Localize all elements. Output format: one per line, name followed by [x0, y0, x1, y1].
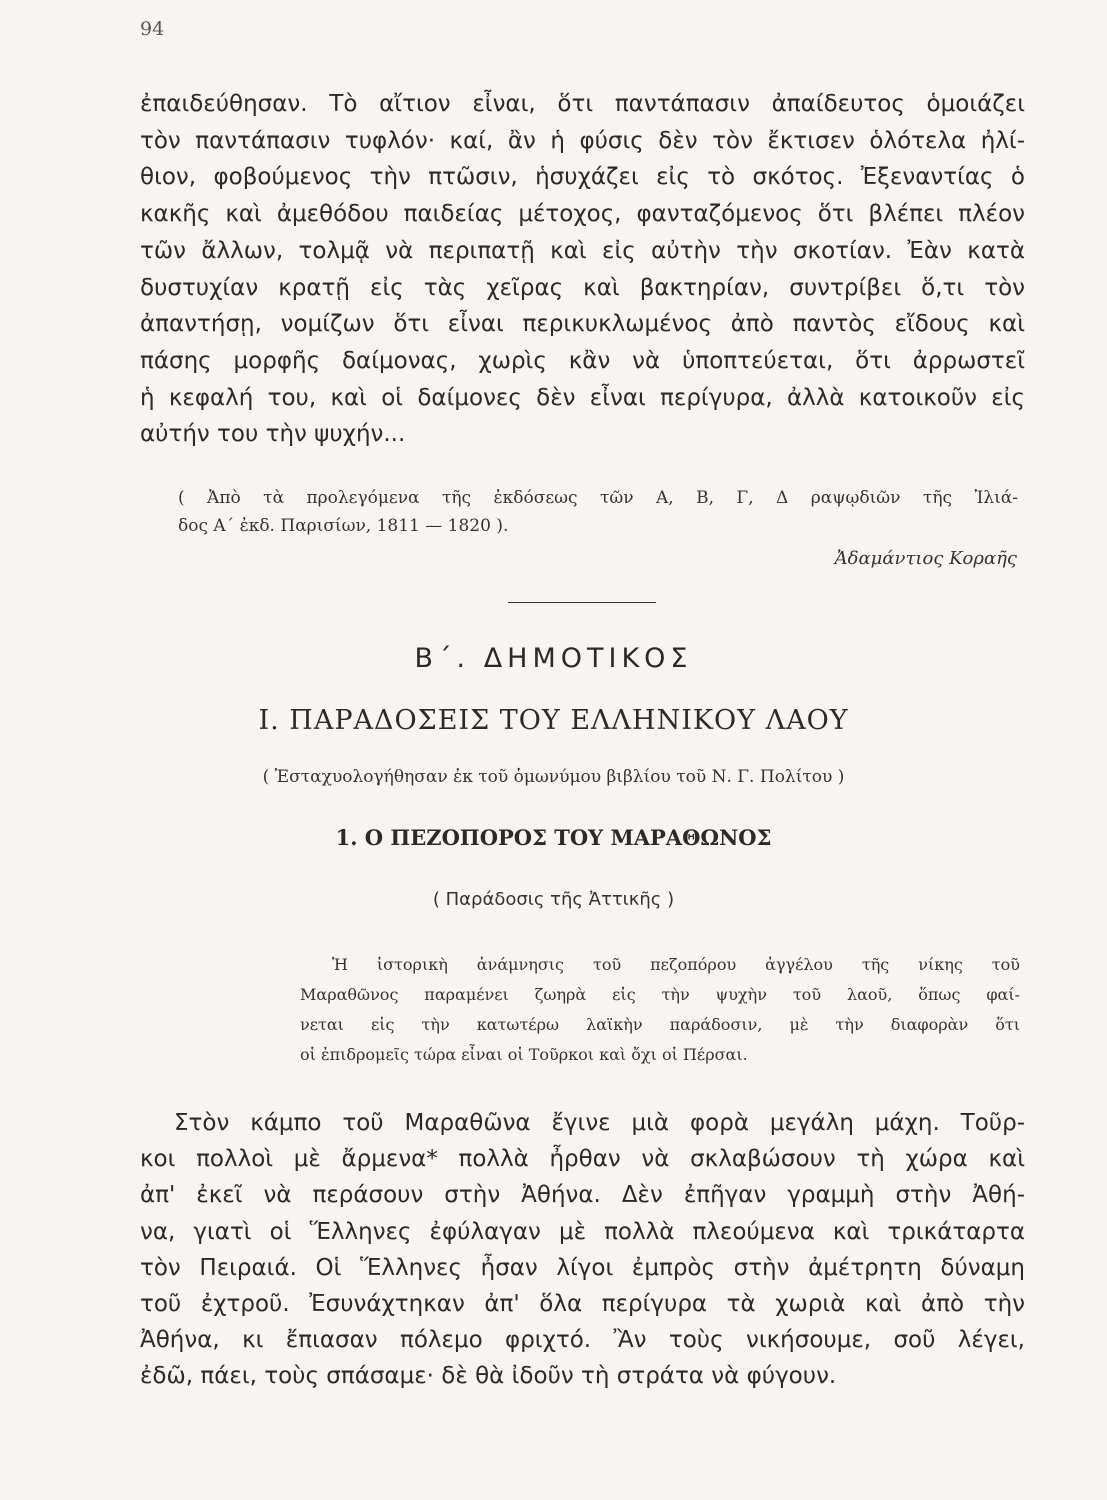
citation-line: ( Ἀπὸ τὰ προλεγόμενα τῆς ἐκδόσεως τῶν Α, Β, Γ, Δ ραψῳδιῶν τῆς Ἰλιά-	[178, 488, 1018, 508]
text-line: Στὸν κάμπο τοῦ Μαραθῶνα ἔγινε μιὰ φορὰ μεγάλη μάχη. Τοῦρ-	[174, 1110, 1025, 1136]
text-line: ἀπ' ἐκεῖ νὰ περάσουν στὴν Ἀθήνα. Δὲν ἐπῆγαν γραμμὴ στὴν Ἀθή-	[140, 1182, 1025, 1209]
source-citation	[178, 484, 1018, 540]
text-line: ἡ κεφαλή του, καὶ οἱ δαίμονες δὲν εἶναι περίγυρα, ἀλλὰ κατοικοῦν εἰς	[140, 384, 1025, 411]
section-divider	[508, 602, 656, 603]
text-line: τὸν παντάπασιν τυφλόν· καί, ἂν ἡ φύσις δὲν τὸν ἔκτισεν ὁλότελα ἠλί-	[140, 127, 1025, 154]
text-line: κακῆς καὶ ἀμεθόδου παιδείας μέτοχος, φανταζόμενος ὅτι βλέπει πλέον	[140, 201, 1025, 228]
text-line: να, γιατὶ οἱ Ἕλληνες ἐφύλαγαν μὲ πολλὰ πλεούμενα καὶ τρικάταρτα	[140, 1218, 1025, 1245]
text-line: τῶν ἄλλων, τολμᾷ νὰ περιπατῇ καὶ εἰς αὐτὴν τὴν σκοτίαν. Ἐὰν κατὰ	[140, 237, 1025, 264]
story-title: 1. Ο ΠΕΖΟΠΟΡΟΣ ΤΟΥ ΜΑΡΑΘΩΝΟΣ	[335, 825, 772, 850]
text-line: κοι πολλοὶ μὲ ἄρμενα* πολλὰ ἦρθαν νὰ σκλαβώσουν τὴ χώρα καὶ	[140, 1146, 1025, 1173]
preface-line: Ἡ ἱστορικὴ ἀνάμνησις τοῦ πεζοπόρου ἀγγέλου τῆς νίκης τοῦ	[332, 955, 1020, 974]
text-line: ἐπαιδεύθησαν. Τὸ αἴτιον εἶναι, ὅτι παντάπασιν ἀπαίδευτος ὁμοιάζει	[140, 91, 1025, 117]
author-signature: Ἀδαμάντιος Κοραῆς	[834, 548, 1017, 569]
text-line: τοῦ ἐχτροῦ. Ἐσυνάχτηκαν ἀπ' ὅλα περίγυρα τὰ χωριὰ καὶ ἀπὸ τὴν	[140, 1291, 1025, 1318]
text-line: τὸν Πειραιά. Οἱ Ἕλληνες ἦσαν λίγοι ἐμπρὸς στὴν ἀμέτρητη δύναμη	[140, 1254, 1025, 1281]
citation-line: δος Α΄ ἐκδ. Παρισίων, 1811 — 1820 ).	[178, 516, 509, 536]
text-line: ἐδῶ, πάει, τοὺς σπάσαμε· δὲ θὰ ἰδοῦν τὴ στράτα νὰ φύγουν.	[140, 1363, 837, 1390]
part-title: Ι. ΠΑΡΑΔΟΣΕΙΣ ΤΟΥ ΕΛΛΗΝΙΚΟΥ ΛΑΟΥ	[258, 705, 849, 736]
text-line: αὐτήν του τὴν ψυχήν...	[140, 421, 406, 448]
preface-line: οἱ ἐπιδρομεῖς τώρα εἶναι οἱ Τοῦρκοι καὶ ὄχι οἱ Πέρσαι.	[300, 1045, 748, 1064]
text-line: θιον, φοβούμενος τὴν πτῶσιν, ἡσυχάζει εἰς τὸ σκότος. Ἐξεναντίας ὁ	[140, 164, 1025, 191]
story-body	[140, 1105, 1025, 1395]
part-source-note: ( Ἐσταχυολογήθησαν ἐκ τοῦ ὁμωνύμου βιβλίου τοῦ Ν. Γ. Πολίτου )	[262, 767, 845, 787]
page-number: 94	[140, 18, 165, 40]
text-line: Ἀθήνα, κι ἔπιασαν πόλεμο φριχτό. Ἂν τοὺς νικήσουμε, σοῦ λέγει,	[140, 1327, 1025, 1354]
preface-line: Μαραθῶνος παραμένει ζωηρὰ εἰς τὴν ψυχὴν τοῦ λαοῦ, ὅπως φαί-	[300, 985, 1020, 1004]
text-line: ἀπαντήσῃ, νομίζων ὅτι εἶναι περικυκλωμένος ἀπὸ παντὸς εἴδους καὶ	[140, 311, 1025, 338]
intro-paragraph	[140, 86, 1025, 453]
text-line: δυστυχίαν κρατῇ εἰς τὰς χεῖρας καὶ βακτηρίαν, συντρίβει ὅ,τι τὸν	[140, 274, 1025, 301]
preface-line: νεται εἰς τὴν κατωτέρω λαϊκὴν παράδοσιν, μὲ τὴν διαφορὰν ὅτι	[300, 1015, 1020, 1034]
text-line: πάσης μορφῆς δαίμονας, χωρὶς κἂν νὰ ὑποπτεύεται, ὅτι ἀρρωστεῖ	[140, 347, 1025, 374]
section-title: Β΄. ΔΗΜΟΤΙΚΟΣ	[414, 643, 693, 674]
story-preface	[300, 950, 1020, 1070]
story-origin-note: ( Παράδοσις τῆς Ἀττικῆς )	[432, 889, 675, 910]
